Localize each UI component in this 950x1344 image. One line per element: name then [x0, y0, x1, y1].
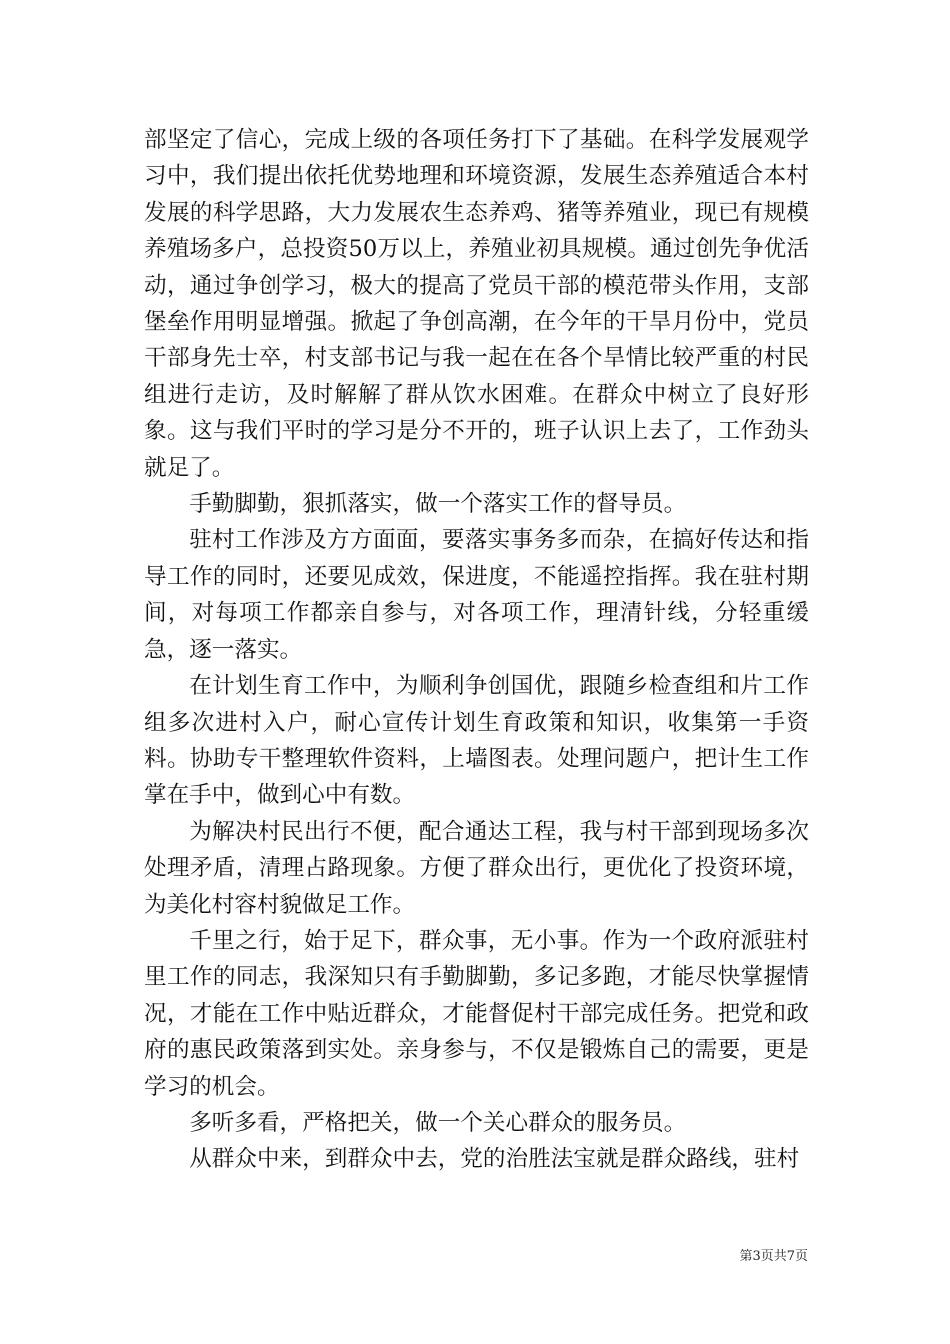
paragraph-7: 多听多看，严格把关，做一个关心群众的服务员。	[189, 1109, 687, 1136]
paragraph-5: 为解决村民出行不便，配合通达工程，我与村干部到现场多次处理矛盾，清理占路现象。方便了群众出行，更优化了投资环境，为美化村容村貌做足工作。	[144, 818, 809, 918]
document-body	[144, 122, 809, 1178]
paragraph-4: 在计划生育工作中，为顺利争创国优，跟随乡检查组和片工作组多次进村入户，耐心宣传计划生育政策和知识，收集第一手资料。协助专干整理软件资料，上墙图表。处理问题户，把计生工作掌在手中，做到心中有数。	[144, 673, 809, 809]
paragraph-3: 驻村工作涉及方方面面，要落实事务多而杂，在搞好传达和指导工作的同时，还要见成效，保进度，不能遥控指挥。我在驻村期间，对每项工作都亲自参与，对各项工作，理清针线，分轻重缓急，逐一落实。	[144, 527, 809, 663]
paragraph-1: 部坚定了信心，完成上级的各项任务打下了基础。在科学发展观学习中，我们提出依托优势地理和环境资源，发展生态养殖适合本村发展的科学思路，大力发展农生态养鸡、猪等养殖业，现已有规模养殖场多户，总投资50万以上，养殖业初具规模。通过创先争优活动，通过争创学习，极大的提高了党员干部的模范带头作用，支部堡垒作用明显增强。掀起了争创高潮，在今年的干旱月份中，党员干部身先士卒，村支部书记与我一起在在各个旱情比较严重的村民组进行走访，及时解解了群从饮水困难。在群众中树立了良好形象。这与我们平时的学习是分不开的，班子认识上去了，工作劲头就足了。	[144, 127, 809, 481]
page-number-footer: 第3页共7页	[739, 1249, 808, 1264]
paragraph-2: 手勤脚勤，狠抓落实，做一个落实工作的督导员。	[189, 491, 687, 518]
paragraph-8: 从群众中来，到群众中去，党的治胜法宝就是群众路线，驻村	[189, 1146, 800, 1173]
paragraph-6: 千里之行，始于足下，群众事，无小事。作为一个政府派驻村里工作的同志，我深知只有手勤脚勤，多记多跑，才能尽快掌握情况，才能在工作中贴近群众，才能督促村干部完成任务。把党和政府的惠民政策落到实处。亲身参与，不仅是锻炼自己的需要，更是学习的机会。	[144, 927, 809, 1100]
